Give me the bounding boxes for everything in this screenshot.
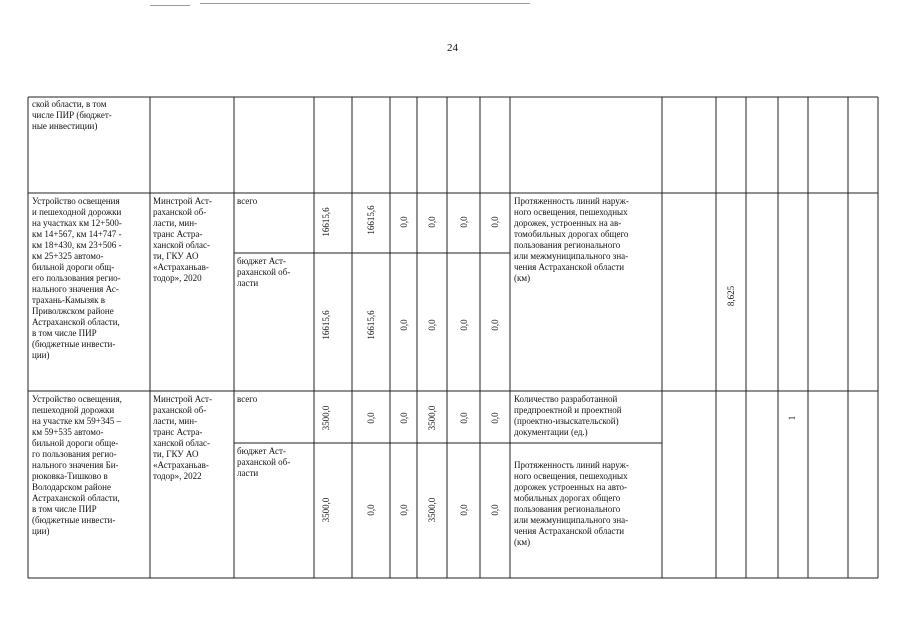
row-1-indicator-value: 8,625 [726,285,736,307]
row-2-budget-value-6: 0,0 [490,504,500,516]
row-2-source-budget: бюджет Аст- раханской об- ласти [237,446,291,478]
row-2-budget-value-3: 0,0 [399,504,409,516]
row-2-indicator-1-value: 1 [787,415,797,421]
row-1-budget-value-5: 0,0 [459,319,469,331]
row-2-total-value-4: 3500,0 [427,405,437,431]
row-2-total-value-5: 0,0 [459,412,469,424]
row-1-total-value-5: 0,0 [459,216,469,228]
row-1-indicator: Протяженность линий наруж- ного освещения, пешеходных дорожек, устроенных на ав- томобильных дорогах общего пользования регионального или межмуниципального зна- чения Астраханской области (км) [514,196,629,283]
row-2-total-value-2: 0,0 [366,412,376,424]
row-2-indicator-1: Количество разработанной предпроектной и проектной (проектно-изыскательской) документации (ед.) [514,394,622,437]
row-2-total-value-3: 0,0 [399,412,409,424]
row-1-budget-value-4: 0,0 [427,319,437,331]
row-1-total-value-3: 0,0 [399,216,409,228]
row-1-total-value-4: 0,0 [427,216,437,228]
row-2-source-total: всего [237,394,258,404]
row-1-budget-value-2: 16615,6 [366,310,376,340]
row-2-budget-value-2: 0,0 [366,504,376,516]
row-1-budget-value-3: 0,0 [399,319,409,331]
row-2-budget-value-4: 3500,0 [427,497,437,523]
page-number: 24 [447,42,458,54]
row-2-name: Устройство освещения, пешеходной дорожки на участке км 59+345 – км 59+535 автомо- бильной дороги обще- го пользования регио- нального значения Би- рюковка-Тишково в Володарском районе Астраханской области, в том числе ПИР (бюджетные инвести- ции) [32,394,122,536]
row-2-executor: Минстрой Аст- раханской об- ласти, мин- транс Астра- ханской облас- ти, ГКУ АО «Астраханьав- тодор», 2022 [153,394,212,481]
row-1-budget-value-1: 16615,6 [321,310,331,340]
row-1-name: Устройство освещения и пешеходной дорожки на участках км 12+500- км 14+567, км 14+747 - км 18+430, км 23+506 - км 25+325 автомо- бильной дороги общ- его пользования регио- нального значения Ас- трахань-Камызяк в Приволжском районе Астраханской области, в том числе ПИР (бюджетные инвести- ции) [32,196,122,360]
row-1-total-value-6: 0,0 [490,216,500,228]
row-1-total-value-1: 16615,6 [321,207,331,237]
row-1-total-value-2: 16615,6 [366,205,376,235]
row-1-budget-value-6: 0,0 [490,319,500,331]
row-2-budget-value-1: 3500,0 [321,497,331,523]
row-2-total-value-1: 3500,0 [321,405,331,431]
row-2-budget-value-5: 0,0 [459,504,469,516]
row-1-source-total: всего [237,196,258,206]
row-2-total-value-6: 0,0 [490,412,500,424]
row-2-indicator-2: Протяженность линий наруж- ного освещения, пешеходных дорожек устроенных на авто- мобильных дорогах общего пользования регионального или межмуниципального зна- чения Астраханской области (км) [514,460,629,547]
row-1-executor: Минстрой Аст- раханской об- ласти, мин- транс Астра- ханской облас- ти, ГКУ АО «Астраханьав- тодор», 2020 [153,196,212,283]
row-1-source-budget: бюджет Аст- раханской об- ласти [237,256,291,288]
row-top-name: ской области, в том числе ПИР (бюджет- ные инвестиции) [32,99,112,131]
